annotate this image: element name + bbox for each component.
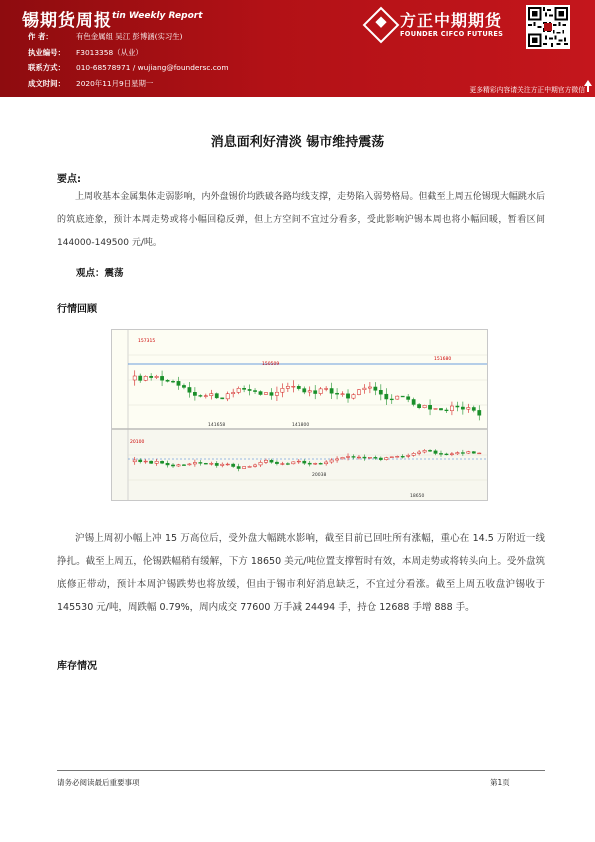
candle-body	[177, 465, 180, 466]
candle-body	[275, 462, 278, 463]
follow-wechat-text[interactable]: 更多精彩内容请关注方正中期官方微信	[469, 86, 585, 94]
candle-body	[248, 466, 251, 467]
candle-body	[352, 395, 355, 399]
candle-body	[237, 467, 240, 469]
candle-body	[204, 463, 207, 464]
label-top-high: 157315	[138, 339, 156, 344]
report-title: 锡期货周报	[22, 11, 112, 31]
candlestick-chart	[112, 330, 487, 500]
candle-body	[407, 397, 410, 400]
candle-body	[259, 392, 262, 395]
candle-body	[286, 464, 289, 465]
candle-body	[319, 389, 322, 394]
footer-divider	[57, 770, 545, 771]
candle-body	[303, 389, 306, 392]
author-value: 有色金属组 吴江 彭博涵(实习生)	[76, 32, 183, 41]
logo-chinese-name: 方正中期期货	[400, 11, 503, 30]
candle-body	[193, 462, 196, 463]
candle-body	[346, 456, 349, 457]
candle-body	[467, 407, 470, 409]
candle-body	[221, 398, 224, 399]
candle-body	[253, 391, 256, 392]
candle-body	[341, 394, 344, 395]
candle-body	[210, 394, 213, 396]
candle-body	[150, 376, 153, 377]
license-row	[28, 45, 229, 61]
candle-body	[385, 394, 388, 399]
candle-body	[155, 461, 158, 463]
candle-body	[396, 456, 399, 457]
candle-body	[144, 376, 147, 380]
candle-body	[270, 460, 273, 462]
author-row	[28, 29, 229, 45]
candle-body	[215, 394, 218, 398]
candle-body	[248, 389, 251, 390]
page-number: 第1页	[490, 778, 510, 787]
candle-body	[401, 396, 404, 397]
key-points-heading: 要点:	[57, 174, 81, 185]
candle-body	[412, 453, 415, 455]
candle-body	[478, 410, 481, 415]
candle-body	[204, 396, 207, 397]
candle-body	[226, 394, 229, 399]
key-points-paragraph: 上周收基本金属集体走弱影响，内外盘锡价均跌破各路均线支撑，走势陷入弱势格局。但截至上周五伦锡现大幅跳水后的筑底迹象，预计本周走势或将小幅回稳反弹，但上方空间不宜过分看多，受此影响沪锡本周也将小幅回暖，暂看区间 144000-149500 元/吨。	[57, 192, 545, 248]
label-top-low2: 141800	[292, 423, 310, 428]
candle-body	[308, 391, 311, 392]
candle-body	[423, 450, 426, 452]
label-bottom-low: 18650	[410, 494, 425, 499]
candle-body	[428, 450, 431, 451]
candle-body	[330, 388, 333, 393]
candle-body	[160, 376, 163, 380]
candle-body	[150, 461, 153, 463]
label-bottom-mid: 20038	[312, 473, 327, 478]
candle-body	[226, 464, 229, 465]
candle-body	[456, 406, 459, 407]
candle-body	[325, 388, 328, 389]
author-info	[28, 29, 229, 91]
candle-body	[264, 393, 267, 395]
candle-body	[177, 381, 180, 385]
contact-value[interactable]: 010-68578971 / wujiang@foundersc.com	[76, 63, 229, 72]
candle-body	[412, 399, 415, 404]
candle-body	[253, 465, 256, 466]
candle-body	[182, 385, 185, 387]
candle-body	[439, 408, 442, 410]
date-value: 2020年11月9日星期一	[76, 78, 154, 88]
candle-body	[396, 396, 399, 399]
candle-body	[357, 457, 360, 458]
candle-body	[314, 391, 317, 394]
candle-body	[166, 463, 169, 465]
candle-body	[199, 395, 202, 396]
arrow-up-icon	[584, 80, 592, 86]
candle-body	[139, 460, 142, 462]
candle-body	[275, 392, 278, 395]
candle-body	[297, 461, 300, 462]
review-paragraph: 沪锡上周初小幅上冲 15 万高位后，受外盘大幅跳水影响，截至目前已回吐所有涨幅，重心在 14.5 万附近一线挣扎。截至上周五，伦锡跌幅稍有缓解，下方 18650 美元/吨位置支撑暂时有效，本周走势或将转头向上。受外盘筑底修正带动，预计本周沪锡跌势也将放缓，但由于锡市利好消息缺乏，不宜过分看涨。截至上周五收盘沪锡收于 145530 元/吨，周跌幅 0.79%，周内成交 77600 万手减 24494 手，持仓 12688 手增 888 手。	[57, 533, 545, 613]
report-subtitle: tin Weekly Report	[112, 11, 203, 21]
candle-body	[286, 386, 289, 388]
candle-body	[215, 463, 218, 465]
candle-body	[144, 461, 147, 462]
candle-body	[390, 457, 393, 458]
candle-body	[450, 454, 453, 455]
candle-body	[450, 406, 453, 411]
candle-body	[434, 408, 437, 409]
candle-body	[368, 457, 371, 458]
candle-body	[325, 462, 328, 464]
candle-body	[281, 388, 284, 392]
candle-body	[439, 453, 442, 454]
inventory-heading: 库存情况	[57, 661, 97, 672]
qr-code-icon[interactable]	[526, 5, 570, 49]
candle-body	[385, 458, 388, 460]
candle-body	[346, 394, 349, 398]
candle-body	[335, 459, 338, 460]
candle-body	[199, 462, 202, 463]
license-value: F3013358（从业）	[76, 47, 143, 57]
candle-body	[368, 387, 371, 388]
license-label: 执业编号：	[28, 47, 65, 57]
candle-body	[374, 457, 377, 458]
candle-body	[341, 457, 344, 459]
candle-body	[478, 453, 481, 454]
candle-body	[292, 386, 295, 387]
contact-label: 联系方式：	[28, 63, 65, 72]
candle-body	[461, 407, 464, 409]
candle-body	[407, 455, 410, 456]
candle-body	[188, 387, 191, 392]
candle-body	[445, 454, 448, 455]
label-top-right: 151680	[434, 357, 452, 362]
candle-body	[155, 376, 158, 377]
candle-body	[292, 462, 295, 464]
candle-body	[171, 381, 174, 382]
candle-body	[379, 458, 382, 460]
price-chart-image	[111, 329, 488, 501]
date-label: 成文时间：	[28, 78, 65, 88]
candle-body	[363, 457, 366, 458]
candle-body	[467, 452, 470, 454]
candle-body	[434, 451, 437, 454]
candle-body	[335, 393, 338, 394]
candle-body	[401, 456, 404, 457]
candle-body	[352, 456, 355, 457]
candle-body	[472, 407, 475, 410]
label-top-low1: 141658	[208, 423, 226, 428]
candle-body	[133, 376, 136, 380]
candle-body	[308, 463, 311, 464]
label-bottom-left: 20100	[130, 440, 145, 445]
candle-body	[232, 392, 235, 393]
candle-body	[133, 460, 136, 462]
candle-body	[259, 462, 262, 465]
candle-body	[456, 453, 459, 454]
candle-body	[379, 390, 382, 394]
contact-row	[28, 60, 229, 76]
candle-body	[182, 465, 185, 466]
candle-body	[330, 460, 333, 462]
company-logo	[366, 8, 516, 44]
document-title: 消息面利好清淡 锡市维持震荡	[210, 135, 385, 150]
review-heading: 行情回顾	[57, 304, 97, 315]
candle-body	[390, 399, 393, 400]
candle-body	[445, 410, 448, 411]
candle-body	[232, 464, 235, 466]
logo-mark-icon	[363, 7, 400, 44]
label-top-mid: 150509	[262, 362, 280, 367]
candle-body	[160, 461, 163, 463]
footer-disclaimer: 请务必阅读最后重要事项	[57, 778, 140, 787]
candle-body	[193, 392, 196, 395]
logo-english-name: FOUNDER CIFCO FUTURES	[400, 30, 504, 38]
candle-body	[139, 376, 142, 380]
view-statement: 观点：震荡	[76, 268, 124, 279]
candle-body	[166, 380, 169, 381]
candle-body	[188, 464, 191, 465]
candle-body	[237, 388, 240, 392]
candle-body	[428, 405, 431, 409]
candle-body	[417, 404, 420, 407]
candle-body	[221, 464, 224, 465]
candle-body	[423, 405, 426, 407]
candle-body	[472, 452, 475, 454]
candle-body	[242, 388, 245, 389]
author-label: 作 者：	[28, 32, 53, 41]
candle-body	[270, 393, 273, 396]
candle-body	[314, 463, 317, 464]
candle-body	[417, 452, 420, 453]
candle-body	[281, 464, 284, 465]
candle-body	[303, 461, 306, 463]
candle-body	[374, 387, 377, 390]
candle-body	[319, 463, 322, 464]
candle-body	[264, 460, 267, 462]
candle-body	[297, 386, 300, 388]
report-header	[0, 0, 595, 97]
candle-body	[357, 390, 360, 395]
candle-body	[242, 467, 245, 469]
date-row	[28, 76, 229, 92]
candle-body	[461, 453, 464, 454]
candle-body	[210, 463, 213, 464]
candle-body	[363, 388, 366, 390]
candle-body	[171, 465, 174, 466]
